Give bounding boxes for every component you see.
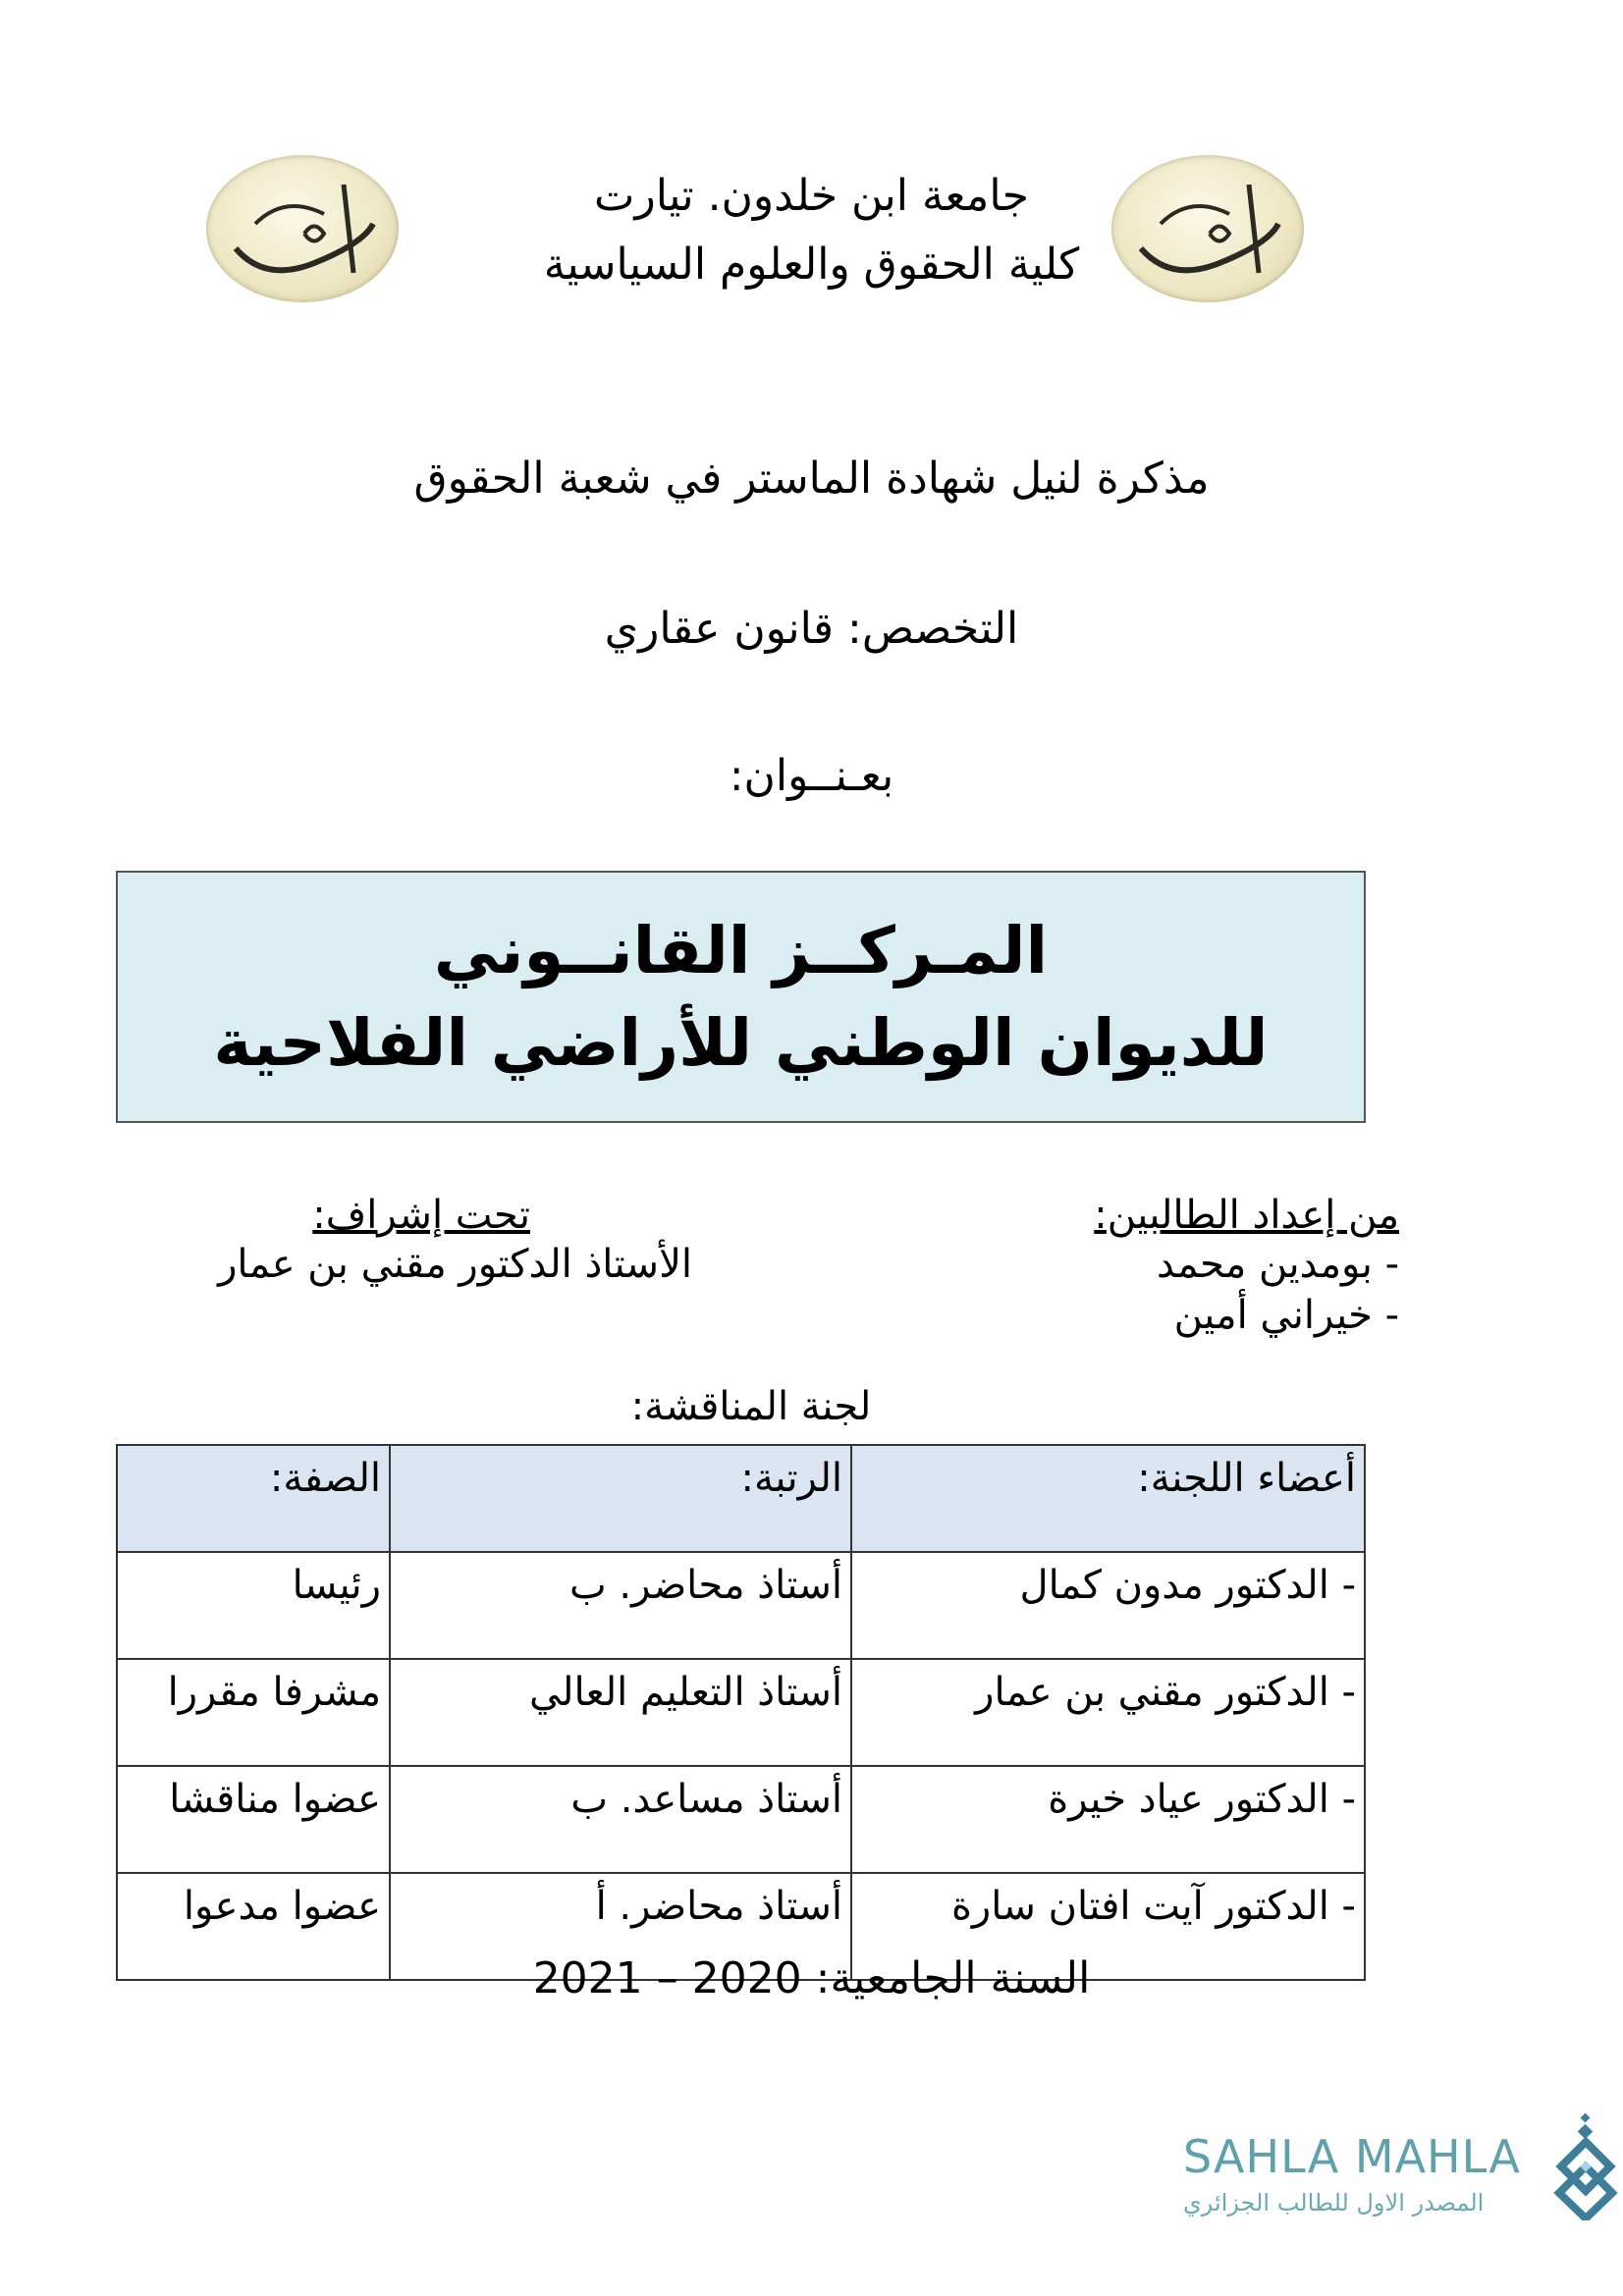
student-name: - خيراني أمين: [1173, 1293, 1399, 1338]
students-label: من إعداد الطالبين:: [1094, 1193, 1399, 1238]
sahla-mahla-watermark: [1183, 2130, 1596, 2248]
thesis-title-line-2: للديوان الوطني للأراضي الفلاحية: [213, 1004, 1269, 1081]
column-header-members: أعضاء اللجنة:: [851, 1445, 1365, 1552]
title-label: بعـنــوان:: [729, 751, 894, 801]
column-header-rank: الرتبة:: [390, 1445, 851, 1552]
academic-year: السنة الجامعية: 2020 – 2021: [532, 1953, 1091, 2003]
column-header-role: الصفة:: [117, 1445, 390, 1552]
degree-line: مذكرة لنيل شهادة الماستر في شعبة الحقوق: [413, 454, 1210, 504]
member-name: - الدكتور مقني بن عمار: [851, 1659, 1365, 1766]
table-header-row: [117, 1445, 1365, 1552]
faculty-name: كلية الحقوق والعلوم السياسية: [543, 240, 1080, 290]
member-role: مشرفا مقررا: [117, 1659, 390, 1766]
member-name: - الدكتور مدون كمال: [851, 1552, 1365, 1659]
committee-label: لجنة المناقشة:: [630, 1384, 872, 1429]
member-name: - الدكتور آيت افتان سارة: [851, 1873, 1365, 1980]
watermark-name: SAHLA MAHLA: [1183, 2130, 1521, 2183]
university-name: جامعة ابن خلدون. تيارت: [594, 171, 1029, 221]
member-rank: أستاذ محاضر. ب: [390, 1552, 851, 1659]
table-row: [117, 1552, 1365, 1659]
member-name: - الدكتور عياد خيرة: [851, 1766, 1365, 1873]
member-rank: أستاذ التعليم العالي: [390, 1659, 851, 1766]
supervisor-label: تحت إشراف:: [312, 1193, 530, 1238]
supervisor-section: [142, 1193, 692, 1287]
member-role: رئيسا: [117, 1552, 390, 1659]
member-role: عضوا مناقشا: [117, 1766, 390, 1873]
table-row: [117, 1766, 1365, 1873]
students-section: [908, 1193, 1399, 1338]
sahla-mahla-logo-icon: [1551, 2112, 1620, 2220]
table-row: [117, 1659, 1365, 1766]
committee-table: [116, 1444, 1366, 1981]
student-name: - بومدين محمد: [1156, 1242, 1399, 1287]
supervisor-name: الأستاذ الدكتور مقني بن عمار: [218, 1242, 692, 1287]
thesis-title-line-1: المـركــز القانــوني: [433, 912, 1049, 988]
member-rank: أستاذ مساعد. ب: [390, 1766, 851, 1873]
member-rank: أستاذ محاضر. أ: [390, 1873, 851, 1980]
thesis-title-box: [116, 871, 1366, 1123]
institution-header: [0, 162, 1623, 299]
watermark-tagline: المصدر الاول للطالب الجزائري: [1183, 2189, 1485, 2216]
specialty-line: التخصص: قانون عقاري: [604, 604, 1019, 654]
member-role: عضوا مدعوا: [117, 1873, 390, 1980]
